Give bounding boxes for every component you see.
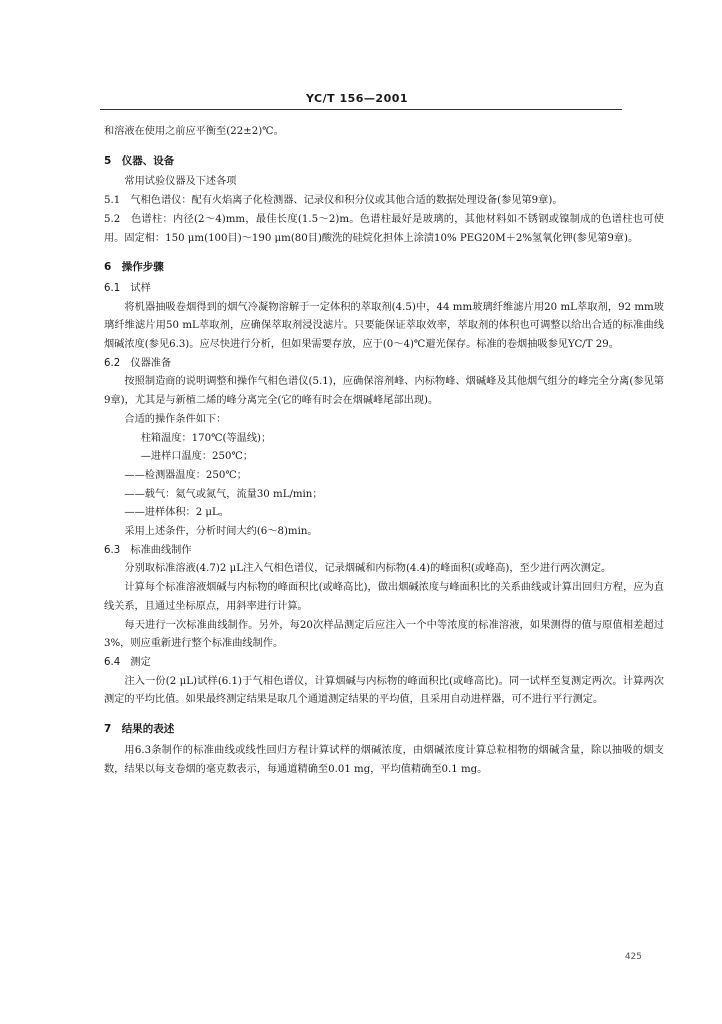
paragraph: 按照制造商的说明调整和操作气相色谱仪(5.1)，应确保溶剂峰、内标物峰、烟碱峰及其他烟气组分的峰完全分离(参见第9章)，尤其是与新植二烯的峰分离完全(它的峰有时会在烟碱峰尾部出现)。: [104, 376, 664, 407]
clause-5-2: 5.2 色谱柱：内径(2～4)mm，最佳长度(1.5～2)m。色谱柱最好是玻璃的，其他材料如不锈钢或镍制成的色谱柱也可使用。固定相：150 μm(100目)～190 μm(80目)酸洗的硅烷化担体上涂渍10% PEG20M＋2%氢氧化钾(参见第9章)。: [104, 213, 664, 244]
paragraph: 和溶液在使用之前应平衡至(22±2)℃。: [104, 126, 284, 137]
subsection-heading-6-2: 6.2 仪器准备: [104, 357, 172, 369]
condition-item: ——载气：氦气或氮气，流量30 mL/min；: [124, 488, 323, 500]
paragraph: 常用试验仪器及下述各项: [124, 176, 237, 188]
page-header: YC/T 156—2001: [305, 92, 409, 105]
paragraph: 合适的操作条件如下：: [124, 413, 227, 425]
condition-item: ——进样体积：2 μL。: [124, 507, 229, 519]
document-body: [104, 123, 664, 779]
subsection-heading-6-1: 6.1 试样: [104, 282, 151, 294]
page-number: 425: [624, 952, 642, 962]
section-heading-7: 7 结果的表述: [104, 723, 175, 736]
paragraph: 将机器抽吸卷烟得到的烟气冷凝物溶解于一定体积的萃取剂(4.5)中，44 mm玻璃纤维滤片用20 mL萃取剂，92 mm玻璃纤维滤片用50 mL萃取剂，应确保萃取剂浸没滤片。只要能保证萃取效率，萃取剂的体积也可调整以给出合适的标准曲线烟碱浓度(参见6.3)。应尽快进行分析，但如果需要存放，应于(0～4)℃避光保存。标准的卷烟抽吸参见YC/T 29。: [104, 301, 664, 351]
paragraph: 用6.3条制作的标准曲线或线性回归方程计算试样的烟碱浓度，由烟碱浓度计算总粒相物的烟碱含量，除以抽吸的烟支数，结果以每支卷烟的毫克数表示，每通道精确至0.01 mg，平均值精确至0.1 mg。: [104, 744, 664, 775]
paragraph: 计算每个标准溶液烟碱与内标物的峰面积比(或峰高比)，做出烟碱浓度与峰面积比的关系曲线或计算出回归方程，应为直线关系，且通过坐标原点，用斜率进行计算。: [104, 582, 664, 612]
paragraph: 分别取标准溶液(4.7)2 μL注入气相色谱仪，记录烟碱和内标物(4.4)的峰面积(或峰高)，至少进行两次测定。: [124, 563, 612, 575]
condition-item: 柱箱温度：170℃(等温线)；: [140, 432, 272, 444]
header-rule: [100, 109, 622, 110]
paragraph: 每天进行一次标准曲线制作。另外，每20次样品测定后应注入一个中等浓度的标准溶液，如果测得的值与原值相差超过3%，则应重新进行整个标准曲线制作。: [104, 619, 664, 650]
subsection-heading-6-4: 6.4 测定: [104, 656, 151, 668]
subsection-heading-6-3: 6.3 标准曲线制作: [104, 544, 192, 556]
condition-item: —进样口温度：250℃；: [140, 451, 254, 463]
paragraph: 采用上述条件，分析时间大约(6～8)min。: [124, 526, 318, 538]
clause-5-1: 5.1 气相色谱仪：配有火焰离子化检测器、记录仪和积分仪或其他合适的数据处理设备(参见第9章)。: [104, 195, 563, 207]
paragraph: 注入一份(2 μL)试样(6.1)于气相色谱仪，计算烟碱与内标物的峰面积比(或峰高比)。同一试样至复测定两次。计算两次测定的平均比值。如果最终测定结果是取几个通道测定结果的平均值，且采用自动进样器，可不进行平行测定。: [104, 675, 664, 706]
section-heading-5: 5 仪器、设备: [104, 154, 175, 167]
section-heading-6: 6 操作步骤: [104, 261, 164, 274]
condition-item: ——检测器温度：250℃；: [124, 469, 247, 481]
